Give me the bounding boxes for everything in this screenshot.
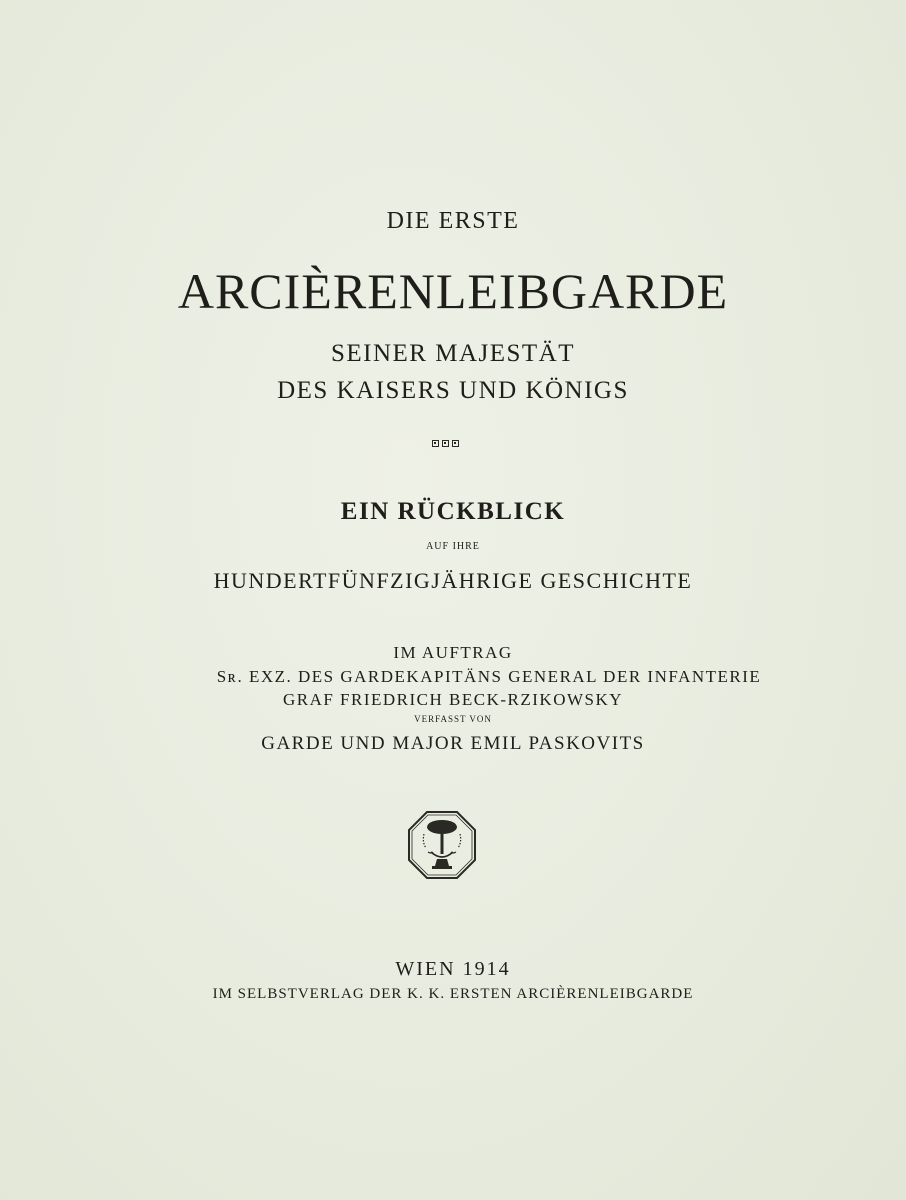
exz-line: Sʀ. EXZ. DES GARDEKAPITÄNS GENERAL DER INFANTERIE	[216, 667, 762, 686]
history-line: HUNDERTFÜNFZIGJÄHRIGE GESCHICHTE	[213, 568, 693, 593]
count-line: GRAF FRIEDRICH BECK-RZIKOWSKY	[282, 690, 624, 709]
author-line: GARDE UND MAJOR EMIL PASKOVITS	[261, 733, 645, 754]
review-connector: AUF IHRE	[426, 541, 480, 552]
review-heading: EIN RÜCKBLICK	[340, 498, 566, 525]
tree-urn-octagon-emblem-icon	[407, 810, 477, 880]
three-square-ornament-icon	[432, 440, 459, 447]
author-connector: VERFASST VON	[414, 714, 492, 724]
publisher-line: IM SELBSTVERLAG DER K. K. ERSTEN ARCIÈRENLEIBGARDE	[212, 986, 694, 1002]
commission-line: IM AUFTRAG	[393, 643, 513, 662]
subtitle-line-2: DES KAISERS UND KÖNIGS	[277, 377, 629, 404]
page-title: ARCIÈRENLEIBGARDE	[177, 263, 729, 319]
place-year: WIEN 1914	[395, 958, 511, 980]
pretitle: DIE ERSTE	[386, 208, 520, 234]
subtitle-line-1: SEINER MAJESTÄT	[330, 340, 576, 367]
